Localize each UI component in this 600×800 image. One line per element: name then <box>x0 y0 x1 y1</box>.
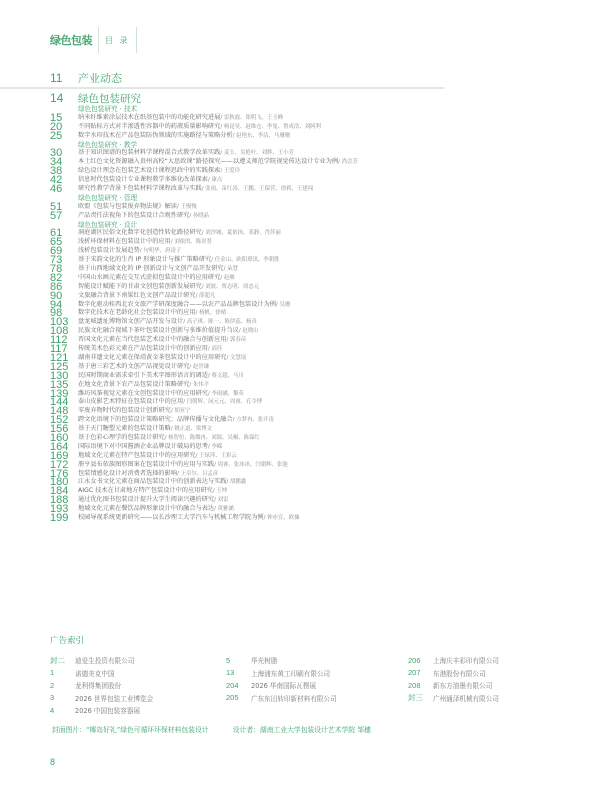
article-title: 中国山水画元素在交互式虚拟包装设计中的应用研究 <box>78 273 221 281</box>
article-title: 民国时期商业需求牵引下美术字图形语言的调适 <box>78 371 208 379</box>
toc-entry[interactable] <box>50 238 590 247</box>
page-number: 86 <box>50 280 63 293</box>
page-number: 103 <box>50 316 69 329</box>
article-title: 文旅融合背景下南粱红色文创产品设计研究 <box>78 291 196 299</box>
page-number: 125 <box>50 360 69 373</box>
article-authors: / 姚正道、梁博文 <box>170 426 213 433</box>
article-title: 基于知识图谱的包装材料学课程混合式教学改革实践 <box>78 149 221 157</box>
page-number: 38 <box>50 165 63 178</box>
article-authors: / 赵艳东、李洁、马珊珊 <box>232 132 291 139</box>
article-title: 地域文化元素在特产包装设计中的应用研究 <box>78 451 196 459</box>
header-divider <box>136 27 137 53</box>
header-divider <box>98 27 99 53</box>
article-authors: / 胡鹏鑫 <box>226 479 247 486</box>
article-title: 数字化驱动桂西北农文旅产学研深度融合——以农产品品牌包装设计为例 <box>78 300 276 308</box>
toc-entry[interactable] <box>50 120 590 133</box>
article-title: 盘龙城遗址博物馆文创产品开发与设计 <box>78 318 184 326</box>
page-number: 164 <box>50 440 69 453</box>
article-authors: / 康点 <box>207 177 223 184</box>
page-number: 98 <box>50 307 63 320</box>
ad-column-1 <box>50 654 153 717</box>
advertiser-name: 东港股份有限公司 <box>433 669 486 678</box>
toc-entry[interactable] <box>50 209 590 222</box>
cover-designer: 设计者：湖南工业大学包装设计艺术学院 邹穗 <box>232 726 371 734</box>
article-title: 潍坊风筝视觉元素在文创包装设计中的应用研究 <box>78 389 208 397</box>
ad-entry[interactable] <box>408 667 499 680</box>
article-title: 基于天门糖塑元素的包装设计策略 <box>78 425 171 433</box>
article-authors: / 黄雅涵 <box>214 506 234 513</box>
toc-entry[interactable] <box>50 158 590 167</box>
article-title: 零废弃物时代的包装设计创新研究 <box>78 407 171 415</box>
article-authors: / 李雨涵、黎英 <box>207 390 244 397</box>
advertiser-name: 2026 华南国际瓦楞展 <box>251 682 317 691</box>
toc-entry[interactable] <box>50 185 590 194</box>
page-number: 172 <box>50 458 69 471</box>
toc-entry[interactable] <box>50 111 590 124</box>
ad-entry[interactable] <box>226 692 337 705</box>
toc-entry[interactable] <box>50 289 590 302</box>
article-title: 基于宋韵文化的生肖 IP 形象设计与推广策略研究 <box>78 256 212 264</box>
toc-entry[interactable] <box>50 345 590 354</box>
article-authors: / 邱佳 <box>207 346 223 353</box>
toc-entry[interactable] <box>50 256 590 265</box>
subsection-title: 绿色包装研究 · 技术 <box>78 105 138 113</box>
ad-page-number: 封二 <box>50 655 65 665</box>
article-authors: / 王卓尔、吕孟彦 <box>177 470 219 477</box>
advertiser-name: 上海浦东黄工印刷有限公司 <box>251 669 331 678</box>
page-number: 14 <box>50 91 64 106</box>
subsection-title: 绿色包装研究 · 教学 <box>78 140 138 149</box>
article-title: 基于山西地域文化的 IP 创新设计与文创产品开发研究 <box>78 265 224 273</box>
article-authors: / 杨智恒、陈烟冉、刘源、吴桐、陈保红 <box>164 434 260 441</box>
article-authors: / 钟亦宣、欧操 <box>263 514 300 521</box>
page-number: 78 <box>50 263 63 276</box>
magazine-brand: 绿色包装 <box>50 34 92 47</box>
page-number: 82 <box>50 271 63 284</box>
section-divider <box>0 87 444 89</box>
article-authors: / 杨帆、徐晴 <box>195 310 227 317</box>
toc-entry[interactable] <box>50 496 590 505</box>
page-number: 180 <box>50 476 69 489</box>
toc-entry[interactable] <box>50 416 590 425</box>
page-number: 11 <box>50 71 63 85</box>
article-title: 浅析环保材料在包装设计中的应用 <box>78 238 171 246</box>
page-number: 46 <box>50 183 63 196</box>
article-authors: / 胡亚宁 <box>170 408 191 415</box>
ad-entry[interactable] <box>408 679 499 692</box>
ad-page-number: 13 <box>226 668 235 678</box>
ad-index-title: 广告索引 <box>50 636 85 646</box>
toc-entry[interactable] <box>50 378 590 391</box>
toc-entry[interactable] <box>50 369 590 382</box>
ad-entry[interactable] <box>50 667 153 680</box>
section-title: 绿色包装研究 <box>78 93 141 105</box>
article-authors: / 蔡文超、马川 <box>207 372 244 379</box>
toc-entry[interactable] <box>50 247 590 256</box>
page-number: 15 <box>50 111 63 124</box>
toc-section-industry[interactable] <box>50 70 122 86</box>
article-authors: / 赵雁 <box>220 274 235 281</box>
toc-entry[interactable] <box>50 487 590 496</box>
toc-entry[interactable] <box>50 449 590 462</box>
page-number: 117 <box>50 343 68 356</box>
article-title: 数字化技术在老龄化社会包装设计中的应用 <box>78 309 196 317</box>
article-title: 地域文化元素在餐饮品牌形象设计中的融合与表达 <box>78 505 215 513</box>
article-authors: / 尚会芳 <box>338 159 358 166</box>
cover-credit <box>52 724 371 734</box>
toc-section-heading[interactable] <box>50 92 590 105</box>
page-number: 69 <box>50 245 63 258</box>
toc-entry[interactable] <box>50 407 590 416</box>
ad-entry[interactable] <box>50 654 153 667</box>
toc-entry[interactable] <box>50 425 590 434</box>
toc-entry[interactable] <box>50 265 590 274</box>
page-number: 160 <box>50 431 69 444</box>
article-authors: / 王爱玲 <box>220 168 241 175</box>
page-number: 169 <box>50 449 69 462</box>
ad-page-number: 2 <box>50 680 55 690</box>
toc-entry[interactable] <box>50 351 590 364</box>
ad-page-number: 1 <box>50 668 55 678</box>
article-title: 国际语境下对中国酱酒企业品牌设计破局的思考 <box>78 442 208 450</box>
ad-entry[interactable] <box>50 679 153 692</box>
ad-entry[interactable] <box>50 704 153 717</box>
article-authors: / 杨昆昊、赵维仓、李兔、鲁成浩、刘阿利 <box>220 123 321 130</box>
subsection-title: 绿色包装研究 · 设计 <box>78 220 138 229</box>
article-authors: / 李嵘 <box>207 443 223 450</box>
page-number: 148 <box>50 405 69 418</box>
article-authors: / 高子琪、陈一、陈伊蕊、杨真 <box>183 319 257 326</box>
page-number: 135 <box>50 378 69 391</box>
article-title: 不同贴标方式对半渗透性容器中的药液质量影响研究 <box>78 122 221 130</box>
page-header <box>50 26 143 54</box>
article-title: 晋国文化元素在当代包装艺术设计中的融合与创新应用 <box>78 336 227 344</box>
article-authors: / 文慧瑶 <box>226 354 247 361</box>
page-number: 199 <box>50 511 69 524</box>
ad-column-3 <box>408 654 499 704</box>
ad-page-number: 206 <box>408 655 421 665</box>
article-title: 信息时代包装设计专业课程教学多维化改革探索 <box>78 176 208 184</box>
article-title: 本土红色文化资源融入贵州高校“大思政课”路径探究——以遵义师范学院视觉传达设计专业为例 <box>78 158 339 166</box>
toc-entry[interactable] <box>50 129 590 142</box>
article-authors: / 刘雷 <box>214 497 229 504</box>
page-number: 42 <box>50 174 63 187</box>
ad-page-number: 4 <box>50 705 55 715</box>
article-authors: / 王绿萍、王彩云 <box>195 452 237 459</box>
page-number: 130 <box>50 369 69 382</box>
toc-entry[interactable] <box>50 360 590 373</box>
page-number: 112 <box>50 334 68 347</box>
ad-entry[interactable] <box>226 654 337 667</box>
page-number: 51 <box>50 200 63 213</box>
toc-entry[interactable] <box>50 478 590 487</box>
article-authors: / 闫朝辉、闵元元、周睿、孔令博 <box>183 399 263 406</box>
advertiser-name: 诺德美克中国 <box>75 669 115 678</box>
article-title: 洞庭湖区民俗文化数字化创造性转化路径研究 <box>78 229 202 237</box>
ad-page-number: 205 <box>226 693 239 703</box>
toc-entry[interactable] <box>50 431 590 444</box>
ad-page-number: 5 <box>226 655 231 665</box>
article-title: 校园导视系统更新研究——以长沙理工大学汽车与机械工程学院为例 <box>78 513 264 521</box>
article-title: 绿色设计理念在包装艺术设计课程思政中的实践探索 <box>78 167 221 175</box>
ad-entry[interactable] <box>226 667 337 680</box>
section-label: 目 录 <box>105 35 130 45</box>
ad-entry[interactable] <box>408 654 499 667</box>
article-title: 泰山皮影艺术特征在包装设计中的应用 <box>78 398 184 406</box>
ad-entry[interactable] <box>50 692 153 705</box>
toc-entry[interactable] <box>50 440 590 453</box>
advertiser-name: 华光树脂 <box>251 657 278 666</box>
advertiser-name: 广东东田转印新材料有限公司 <box>251 694 337 703</box>
advertiser-name: 广州通泽机械有限公司 <box>433 694 499 703</box>
page-number: 176 <box>50 467 69 480</box>
article-title: 江永女书文化元素在商品包装设计中的创新表达与实践 <box>78 478 227 486</box>
page-number: 139 <box>50 387 69 400</box>
article-authors: / 雷秋霞、郑明飞、王玉峰 <box>220 114 284 121</box>
article-title: 湖南非遗文化元素在保靖黄金茶包装设计中的应用研究 <box>78 353 227 361</box>
advertiser-name: 2026 世界包装工业博览会 <box>75 694 154 703</box>
toc-entry[interactable] <box>50 327 590 336</box>
page-number: 90 <box>50 289 63 302</box>
article-title: 研究性教学背景下包装材料学课程改革与实践 <box>78 185 202 193</box>
advertiser-name: 上海庆丰彩印有限公司 <box>433 657 499 666</box>
toc-entry[interactable] <box>50 318 590 327</box>
article-title: 欧盟《包装与包装废弃物法规》解读 <box>78 202 177 210</box>
subsection-title: 绿色包装研究 · 管理 <box>78 193 138 202</box>
page-number: 156 <box>50 423 69 436</box>
page-number: 20 <box>50 120 63 133</box>
page-number: 184 <box>50 485 69 498</box>
page-number: 193 <box>50 503 69 516</box>
article-title: 跨文化语境下的包装设计策略研究：品牌传播与文化融合 <box>78 416 233 424</box>
ad-page-number: 207 <box>408 668 421 678</box>
ad-entry[interactable] <box>408 692 499 705</box>
toc-subsection-label <box>50 194 590 203</box>
article-title: 智能设计赋能下的甘肃文创包装创新发展研究 <box>78 282 202 290</box>
toc-entry[interactable] <box>50 176 590 185</box>
page-number: 34 <box>50 156 63 169</box>
article-title: 在地文化背景下农产品包装设计策略研究 <box>78 380 190 388</box>
toc-entry[interactable] <box>50 167 590 176</box>
article-title: 浅析包装设计发展趋势 <box>78 247 140 255</box>
article-title: 包装情感化设计对消费者选择的影响 <box>78 469 177 477</box>
article-authors: / 朱伟平 <box>189 381 210 388</box>
article-authors: / 郭春苗 <box>226 337 247 344</box>
page-number: 144 <box>50 396 69 409</box>
toc-entry[interactable] <box>50 505 590 514</box>
article-authors: / 吴珊 <box>276 301 291 308</box>
advertiser-name: 2026 中国包装容器展 <box>75 707 141 716</box>
page-number: 108 <box>50 325 69 338</box>
article-authors: / 姜玉、吴艳叶、刘辉、王小芳 <box>220 150 294 157</box>
ad-page-number: 3 <box>50 693 55 703</box>
article-authors: / 刘沙城、夏依扬、邓静、肖莎丽 <box>201 230 281 237</box>
page-number: 94 <box>50 298 63 311</box>
ad-entry[interactable] <box>226 679 337 692</box>
article-authors: / 赵誉谦 <box>189 363 210 370</box>
article-authors: / 孙晓晶 <box>189 212 210 219</box>
page-number-footer: 8 <box>50 757 56 767</box>
article-title: 册亨县布依族图形图案在包装设计中的应用与实践 <box>78 460 215 468</box>
ad-page-number: 208 <box>408 680 421 690</box>
toc-entry[interactable] <box>50 280 590 293</box>
article-authors: / 句明华、唐凌子 <box>139 248 182 255</box>
toc-entry[interactable] <box>50 271 590 284</box>
ad-page-number: 封三 <box>408 693 423 703</box>
section-title: 产业动态 <box>78 72 122 85</box>
article-title: 产品责任法视角下的包装设计合规性研究 <box>78 211 190 219</box>
toc-entry[interactable] <box>50 511 590 524</box>
page-number: 65 <box>50 236 63 249</box>
advertiser-name: 龙利得集团股份 <box>75 682 122 691</box>
article-authors: / 刘依的、陈景普 <box>170 239 213 246</box>
page-number: 57 <box>50 209 63 222</box>
toc-subsection-label <box>50 105 590 114</box>
article-title: 民族文化融合视域下茶叶包装设计创新与多维价值提升刍议 <box>78 327 239 335</box>
article-title: 基于色彩心理学的包装设计研究 <box>78 433 165 441</box>
table-of-contents <box>50 92 590 523</box>
article-title: 数字水印技术在产品包装防伪领域的实施路径与策略分析 <box>78 131 233 139</box>
article-title: 通过优化图书包装设计提升大学生阅读兴趣的研究 <box>78 496 215 504</box>
advertiser-name: 迪爱生投资有限公司 <box>75 657 135 666</box>
article-authors: / 刘波、贾志明、周忠元 <box>201 283 260 290</box>
article-authors: / 赵晓山 <box>238 328 259 335</box>
page-number: 121 <box>50 351 69 364</box>
toc-entry[interactable] <box>50 336 590 345</box>
article-authors: / 王慢慢 <box>177 203 197 210</box>
article-title: 传统美术色彩元素在产品包装设计中的创新应用 <box>78 345 208 353</box>
advertiser-name: 新东方油墨有限公司 <box>433 682 493 691</box>
article-title: 基于唐三彩艺术的文创产品视觉设计研究 <box>78 362 190 370</box>
article-title: 纳米纤维素涂层技术在纸基包装中的功能化研究进展 <box>78 113 221 121</box>
article-title: AIGC 技术在甘肃地方特产包装设计中的应用研究 <box>78 487 213 495</box>
article-authors: / 朵慧 <box>223 266 238 273</box>
ad-page-number: 204 <box>226 680 239 690</box>
page-number: 152 <box>50 414 69 427</box>
ad-column-2 <box>226 654 337 704</box>
article-authors: / 任金山、欧阳璟讯、李朝胜 <box>211 257 280 264</box>
article-authors: / 周睿、张冰冰、闫朝辉、张弛 <box>214 461 288 468</box>
cover-image-caption: 封面图片：“椰岛好礼”绿色可循环环保材料包装设计 <box>52 726 209 734</box>
toc-entry[interactable] <box>50 149 590 158</box>
toc-entry[interactable] <box>50 458 590 471</box>
page-number: 73 <box>50 254 63 267</box>
toc-entry[interactable] <box>50 398 590 407</box>
article-authors: / 张雨、苗红涛、王鹏、王保营、徐莉、王建闯 <box>201 186 314 193</box>
page-number: 30 <box>50 147 63 160</box>
page-number: 61 <box>50 227 63 240</box>
page-number: 25 <box>50 129 63 142</box>
article-authors: / 王坤 <box>212 488 228 495</box>
article-authors: / 薛超凡 <box>195 292 216 299</box>
toc-entry[interactable] <box>50 200 590 213</box>
article-authors: / 方梦冉、张开凌 <box>232 417 274 424</box>
page-number: 188 <box>50 494 69 507</box>
